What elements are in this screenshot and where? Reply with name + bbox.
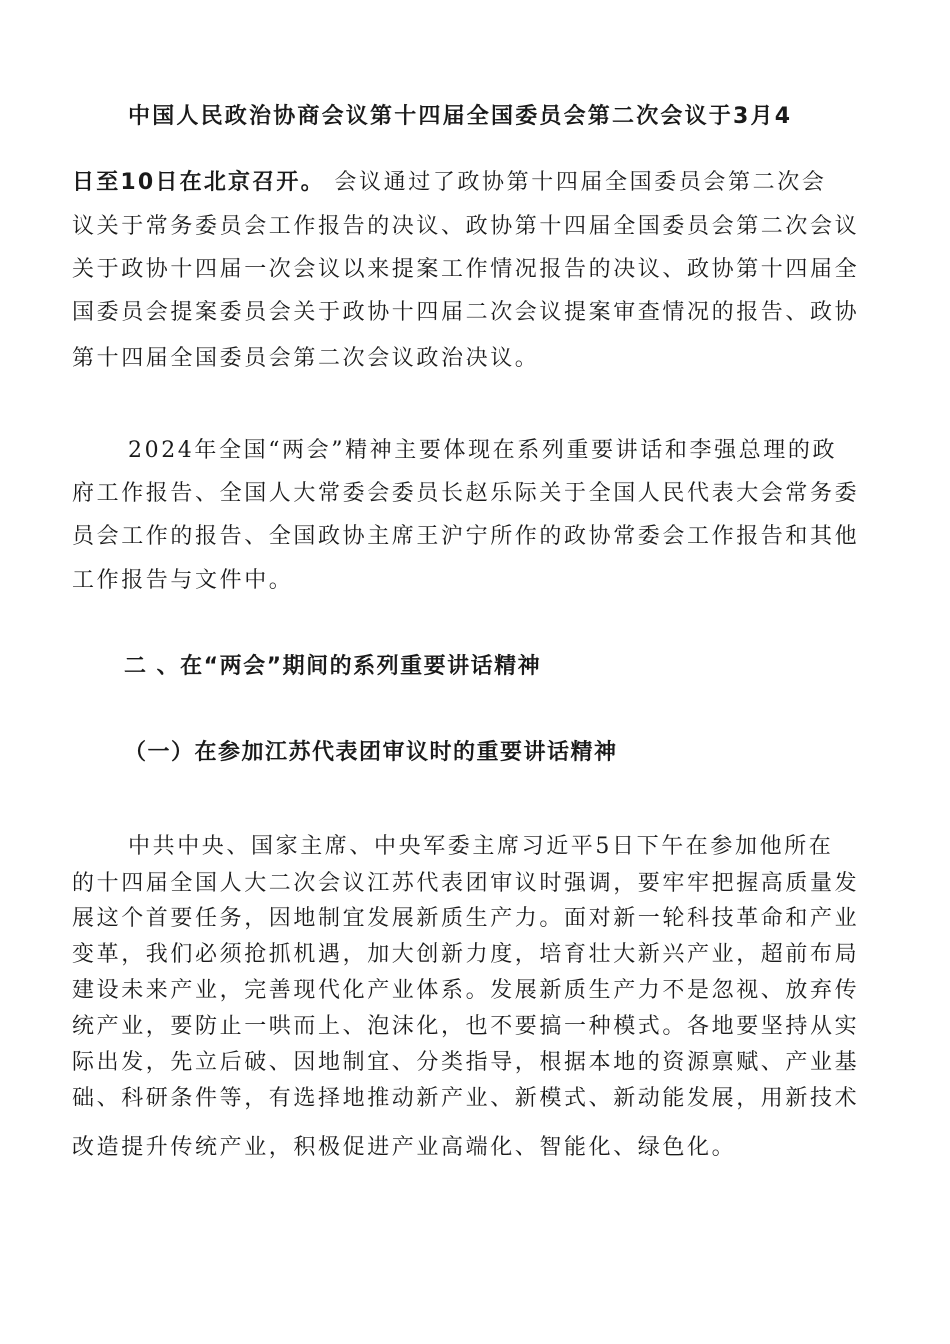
paragraph-3-line-8: 础、科研条件等，有选择地推动新产业、新模式、新动能发展，用新技术 [72, 1086, 860, 1111]
section-heading: 二 、在“两会”期间的系列重要讲话精神 [124, 654, 542, 679]
paragraph-2-line-3: 员会工作的报告、全国政协主席王沪宁所作的政协常委会工作报告和其他 [72, 524, 860, 549]
paragraph-3-line-5: 建设未来产业，完善现代化产业体系。发展新质生产力不是忽视、放弃传 [72, 978, 860, 1003]
paragraph-1-line-4: 关于政协十四届一次会议以来提案工作情况报告的决议、政协第十四届全 [72, 257, 860, 282]
paragraph-1-line-2-rest: 会议通过了政协第十四届全国委员会第二次会 [324, 170, 827, 195]
paragraph-1-line-5: 国委员会提案委员会关于政协十四届二次会议提案审查情况的报告、政协 [72, 300, 860, 325]
paragraph-2-line-2: 府工作报告、全国人大常委会委员长赵乐际关于全国人民代表大会常务委 [72, 481, 860, 506]
paragraph-2-line-4: 工作报告与文件中。 [72, 568, 294, 593]
paragraph-1-line-2 [72, 168, 878, 198]
paragraph-3-line-9: 改造提升传统产业，积极促进产业高端化、智能化、绿色化。 [72, 1135, 737, 1160]
paragraph-1-line-6: 第十四届全国委员会第二次会议政治决议。 [72, 346, 540, 371]
paragraph-1-line-3: 议关于常务委员会工作报告的决议、政协第十四届全国委员会第二次会议 [72, 214, 860, 239]
paragraph-3-line-6: 统产业，要防止一哄而上、泡沫化，也不要搞一种模式。各地要坚持从实 [72, 1014, 860, 1039]
paragraph-3-line-2: 的十四届全国人大二次会议江苏代表团审议时强调，要牢牢把握高质量发 [72, 871, 860, 896]
paragraph-1-line-1: 中国人民政治协商会议第十四届全国委员会第二次会议于3月4 [128, 104, 793, 129]
paragraph-3-line-1: 中共中央、国家主席、中央军委主席习近平5日下午在参加他所在 [128, 834, 834, 859]
paragraph-1-bold-text: 日至10日在北京召开。 [72, 170, 325, 195]
paragraph-3-line-4: 变革，我们必须抢抓机遇，加大创新力度，培育壮大新兴产业，超前布局 [72, 942, 860, 967]
paragraph-3-line-7: 际出发，先立后破、因地制宜、分类指导，根据本地的资源禀赋、产业基 [72, 1050, 860, 1075]
paragraph-2-line-1: 2024年全国“两会”精神主要体现在系列重要讲话和李强总理的政 [128, 438, 838, 463]
paragraph-3-line-3: 展这个首要任务，因地制宜发展新质生产力。面对新一轮科技革命和产业 [72, 906, 860, 931]
subsection-heading: （一）在参加江苏代表团审议时的重要讲话精神 [124, 740, 618, 765]
